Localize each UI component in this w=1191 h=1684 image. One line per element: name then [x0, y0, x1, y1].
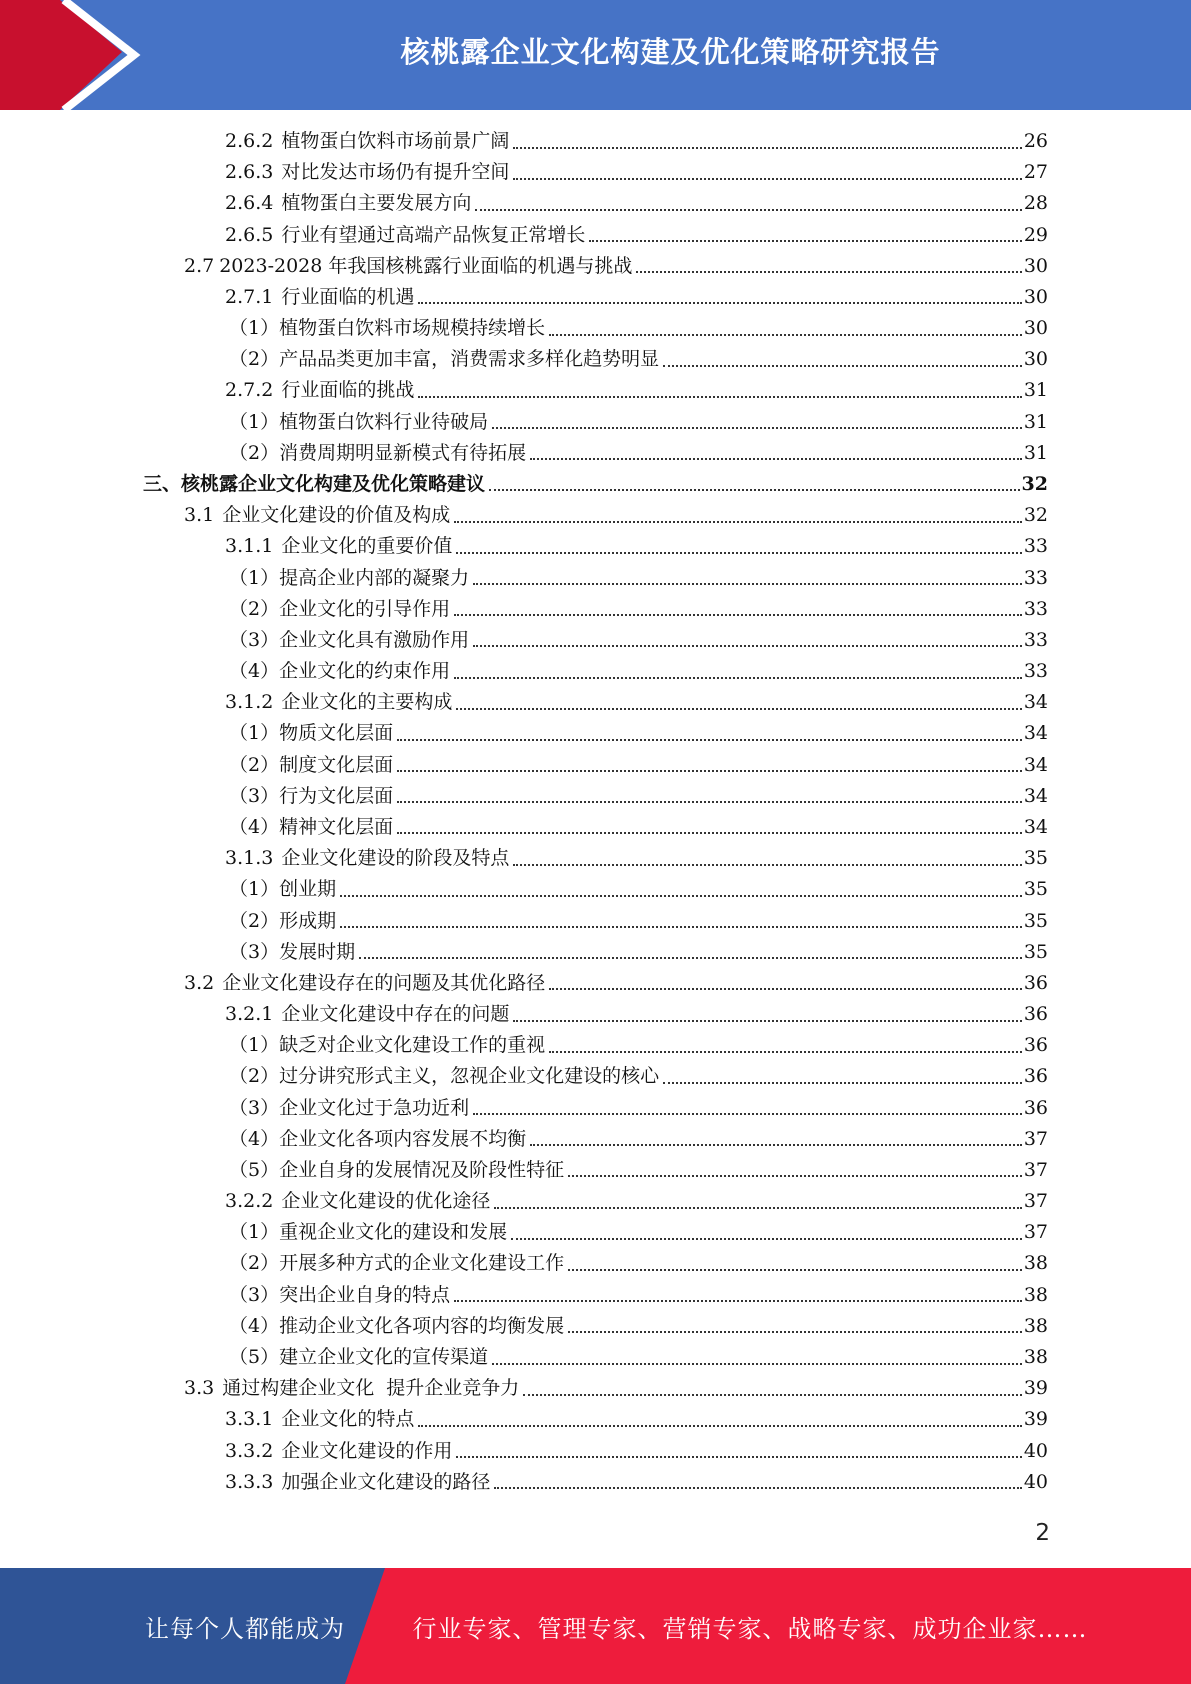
toc-entry[interactable]: [225, 375, 1048, 406]
toc-dot-leader: [454, 521, 1022, 523]
toc-dot-leader: [549, 334, 1022, 336]
toc-entry[interactable]: [229, 812, 1048, 843]
toc-entry-label: [229, 781, 393, 812]
toc-page-number: 38: [1023, 1252, 1048, 1275]
toc-entry[interactable]: [229, 1248, 1048, 1279]
toc-entry-number: （3）: [229, 784, 280, 807]
toc-dot-leader: [530, 1144, 1022, 1146]
toc-entry-number: 3.2: [184, 971, 215, 994]
toc-dot-leader: [456, 552, 1021, 554]
toc-entry-text: 企业文化建设存在的问题及其优化路径: [222, 971, 546, 994]
toc-entry[interactable]: [229, 874, 1048, 905]
toc-entry-label: [229, 1248, 564, 1279]
toc-page-number: 26: [1023, 130, 1048, 152]
toc-page-number: 33: [1023, 597, 1048, 620]
toc-entry-label: [229, 1093, 469, 1124]
toc-page-number: 34: [1023, 722, 1048, 745]
toc-entry-label: [229, 750, 393, 781]
toc-entry[interactable]: [229, 1061, 1048, 1092]
toc-entry-text: 2023-2028 年我国核桃露行业面临的机遇与挑战: [219, 254, 633, 277]
toc-dot-leader: [549, 988, 1022, 990]
toc-entry-label: [184, 251, 632, 282]
toc-page-number: 37: [1023, 1158, 1048, 1181]
toc-entry-text: 行业有望通过高端产品恢复正常增长: [281, 223, 586, 246]
toc-entry-label: [229, 1155, 564, 1186]
toc-entry[interactable]: [229, 1311, 1048, 1342]
toc-dot-leader: [418, 302, 1021, 304]
toc-page-number: 36: [1023, 1034, 1048, 1057]
toc-page-number: 36: [1023, 1003, 1048, 1026]
toc-entry-number: （2）: [229, 1065, 280, 1088]
toc-entry-text: 企业文化过于急功近利: [279, 1096, 470, 1119]
toc-entry-text: 制度文化层面: [279, 753, 394, 776]
toc-entry[interactable]: [229, 750, 1048, 781]
toc-entry-number: （4）: [229, 1314, 280, 1337]
toc-page-number: 30: [1023, 285, 1048, 308]
toc-dot-leader: [568, 1331, 1022, 1333]
toc-entry-label: [229, 812, 393, 843]
toc-dot-leader: [418, 1425, 1021, 1427]
toc-page-number: 30: [1023, 348, 1048, 371]
toc-entry-text: 企业文化的引导作用: [279, 597, 451, 620]
toc-entry-text: 植物蛋白主要发展方向: [281, 192, 472, 215]
toc-entry-number: （4）: [229, 660, 280, 683]
toc-page-number: 30: [1023, 254, 1048, 277]
toc-entry-number: （2）: [229, 441, 280, 464]
toc-dot-leader: [494, 1487, 1021, 1489]
toc-page-number: 30: [1023, 317, 1048, 340]
toc-entry-label: [225, 1436, 452, 1467]
toc-entry-label: [184, 1373, 519, 1404]
toc-dot-leader: [513, 864, 1021, 866]
toc-entry-number: （1）: [229, 566, 280, 589]
toc-entry-label: [229, 906, 336, 937]
toc-entry[interactable]: [225, 188, 1048, 219]
toc-dot-leader: [511, 1238, 1022, 1240]
toc-entry-number: 3.3.2: [225, 1439, 274, 1462]
toc-entry-label: [229, 1342, 488, 1373]
toc-entry[interactable]: [225, 1436, 1048, 1467]
toc-page-number: 34: [1023, 784, 1048, 807]
toc-entry-text: 加强企业文化建设的路径: [281, 1470, 491, 1493]
toc-page-number: 35: [1023, 940, 1048, 963]
toc-entry-number: 3.1: [184, 504, 215, 527]
toc-entry[interactable]: [229, 344, 1048, 375]
toc-dot-leader: [418, 396, 1021, 398]
toc-dot-leader: [523, 1394, 1022, 1396]
toc-entry-text: 缺乏对企业文化建设工作的重视: [279, 1034, 546, 1057]
toc-entry-number: （2）: [229, 348, 280, 371]
toc-entry-text: 突出企业自身的特点: [279, 1283, 451, 1306]
toc-entry[interactable]: [225, 843, 1048, 874]
toc-entry-label: [143, 469, 485, 500]
toc-dot-leader: [456, 708, 1021, 710]
toc-entry-text: 植物蛋白饮料市场前景广阔: [281, 130, 510, 152]
toc-page-number: 37: [1023, 1190, 1048, 1213]
toc-entry-number: 2.6.2: [225, 130, 274, 152]
toc-entry-number: 2.6.3: [225, 161, 274, 184]
toc-page-number: 28: [1023, 192, 1048, 215]
toc-dot-leader: [489, 489, 1020, 491]
toc-entry-label: [225, 1404, 414, 1435]
toc-entry-text: 企业文化建设的优化途径: [281, 1190, 491, 1213]
toc-entry-text: 行业面临的机遇: [281, 285, 415, 308]
toc-dot-leader: [359, 957, 1022, 959]
toc-entry-label: [225, 999, 509, 1030]
toc-dot-leader: [454, 1300, 1022, 1302]
toc-page-number: 38: [1023, 1346, 1048, 1369]
toc-entry-number: 2.7: [184, 254, 215, 277]
toc-entry-text: 消费周期明显新模式有待拓展: [279, 441, 527, 464]
toc-entry-number: （1）: [229, 410, 280, 433]
toc-dot-leader: [513, 147, 1021, 149]
toc-entry-text: 发展时期: [279, 940, 356, 963]
toc-entry[interactable]: [225, 1404, 1048, 1435]
toc-entry-label: [225, 531, 452, 562]
toc-dot-leader: [513, 178, 1021, 180]
toc-page-number: 31: [1023, 441, 1048, 464]
toc-entry-number: （3）: [229, 1283, 280, 1306]
toc-entry[interactable]: [229, 625, 1048, 656]
toc-entry-number: （1）: [229, 1221, 280, 1244]
toc-entry[interactable]: [229, 563, 1048, 594]
toc-page-number: 36: [1023, 971, 1048, 994]
toc-dot-leader: [454, 614, 1022, 616]
footer-slogan-right: 行业专家、管理专家、营销专家、战略专家、成功企业家……: [412, 1614, 1088, 1643]
toc-entry-text: 企业文化建设中存在的问题: [281, 1003, 510, 1026]
toc-entry-text: 对比发达市场仍有提升空间: [281, 161, 510, 184]
toc-page-number: 31: [1023, 410, 1048, 433]
toc-page-number: 34: [1023, 691, 1048, 714]
toc-entry-label: [229, 1217, 507, 1248]
toc-page-number: 36: [1023, 1065, 1048, 1088]
toc-entry-number: （2）: [229, 753, 280, 776]
toc-page-number: 37: [1023, 1127, 1048, 1150]
toc-page-number: 34: [1023, 753, 1048, 776]
toc-entry[interactable]: [225, 531, 1048, 562]
toc-entry-text: 企业文化建设的作用: [281, 1439, 453, 1462]
toc-entry-text: 行为文化层面: [279, 784, 394, 807]
toc-entry-text: 企业文化各项内容发展不均衡: [279, 1127, 527, 1150]
toc-entry[interactable]: [225, 282, 1048, 313]
toc-entry[interactable]: [229, 1280, 1048, 1311]
toc-entry-text: 企业文化的特点: [281, 1408, 415, 1431]
toc-entry-text: 植物蛋白饮料行业待破局: [279, 410, 489, 433]
toc-page-number: 36: [1023, 1096, 1048, 1119]
toc-entry-number: 2.6.5: [225, 223, 274, 246]
toc-entry-number: （3）: [229, 1096, 280, 1119]
toc-page-number: 32: [1021, 472, 1048, 495]
toc-entry-number: （4）: [229, 815, 280, 838]
toc-entry-label: [225, 375, 414, 406]
toc-page-number: 29: [1023, 223, 1048, 246]
toc-entry-number: 3.3: [184, 1377, 215, 1400]
toc-entry-text: 企业文化建设的价值及构成: [222, 504, 451, 527]
page-number: 2: [1035, 1520, 1050, 1546]
toc-entry-label: [229, 438, 526, 469]
toc-page-number: 35: [1023, 878, 1048, 901]
toc-entry-label: [229, 656, 450, 687]
toc-entry[interactable]: [184, 968, 1048, 999]
page-header: [0, 0, 1191, 110]
toc-dot-leader: [397, 739, 1022, 741]
toc-entry-number: （1）: [229, 878, 280, 901]
toc-entry-text: 企业文化具有激励作用: [279, 628, 470, 651]
toc-entry[interactable]: [225, 999, 1048, 1030]
toc-entry-label: [225, 126, 509, 157]
document-title: 核桃露企业文化构建及优化策略研究报告: [400, 34, 941, 69]
header-arrow-decoration: [0, 0, 160, 110]
toc-entry-text: 通过构建企业文化 提升企业竞争力: [222, 1377, 520, 1400]
toc-entry-number: 2.7.1: [225, 285, 274, 308]
toc-entry-text: 物质文化层面: [279, 722, 394, 745]
toc-page-number: 37: [1023, 1221, 1048, 1244]
toc-entry-text: 行业面临的挑战: [281, 379, 415, 402]
toc-entry-label: [229, 1280, 450, 1311]
toc-dot-leader: [473, 1113, 1022, 1115]
toc-entry[interactable]: [229, 1342, 1048, 1373]
toc-page-number: 35: [1023, 909, 1048, 932]
toc-entry-label: [184, 500, 450, 531]
toc-entry-number: （2）: [229, 597, 280, 620]
toc-entry-label: [229, 1124, 526, 1155]
toc-entry-label: [229, 313, 545, 344]
toc-entry-label: [229, 1311, 564, 1342]
toc-entry-text: 企业文化的重要价值: [281, 535, 453, 558]
toc-entry-number: 3.2.2: [225, 1190, 274, 1213]
toc-entry-number: （5）: [229, 1346, 280, 1369]
toc-dot-leader: [663, 365, 1022, 367]
toc-page-number: 33: [1023, 628, 1048, 651]
toc-entry-text: 植物蛋白饮料市场规模持续增长: [279, 317, 546, 340]
toc-entry[interactable]: [225, 1467, 1048, 1498]
page-footer: [0, 1568, 1191, 1684]
toc-page-number: 33: [1023, 535, 1048, 558]
toc-entry-label: [225, 188, 471, 219]
toc-dot-leader: [473, 583, 1022, 585]
toc-entry[interactable]: [229, 1030, 1048, 1061]
toc-entry-text: 推动企业文化各项内容的均衡发展: [279, 1314, 565, 1337]
toc-page-number: 39: [1023, 1408, 1048, 1431]
toc-entry[interactable]: [143, 469, 1048, 500]
toc-entry-text: 提高企业内部的凝聚力: [279, 566, 470, 589]
toc-entry-number: 3.3.3: [225, 1470, 274, 1493]
toc-entry[interactable]: [225, 1186, 1048, 1217]
toc-entry[interactable]: [229, 906, 1048, 937]
toc-entry-label: [229, 1030, 545, 1061]
toc-page-number: 39: [1023, 1377, 1048, 1400]
toc-dot-leader: [340, 895, 1022, 897]
toc-entry-number: 3.1.3: [225, 847, 274, 870]
toc-entry-label: [225, 843, 509, 874]
toc-entry-label: [229, 874, 336, 905]
toc-page-number: 40: [1023, 1439, 1048, 1462]
toc-dot-leader: [492, 427, 1022, 429]
toc-entry-number: （4）: [229, 1127, 280, 1150]
footer-slogan-left: 让每个人都能成为: [145, 1614, 345, 1643]
toc-entry[interactable]: [225, 687, 1048, 718]
toc-entry[interactable]: [184, 500, 1048, 531]
toc-entry-number: 三、: [143, 472, 182, 495]
toc-page-number: 27: [1023, 161, 1048, 184]
toc-entry-text: 重视企业文化的建设和发展: [279, 1221, 508, 1244]
toc-page-number: 33: [1023, 566, 1048, 589]
toc-entry[interactable]: [229, 656, 1048, 687]
toc-entry-text: 核桃露企业文化构建及优化策略建议: [181, 472, 486, 495]
toc-entry-number: 3.3.1: [225, 1408, 274, 1431]
toc-page-number: 38: [1023, 1283, 1048, 1306]
toc-entry[interactable]: [229, 407, 1048, 438]
toc-entry-label: [229, 407, 488, 438]
toc-dot-leader: [397, 801, 1022, 803]
toc-entry[interactable]: [225, 157, 1048, 188]
toc-entry-text: 企业文化的约束作用: [279, 660, 451, 683]
toc-entry-label: [225, 687, 452, 718]
toc-dot-leader: [494, 1207, 1021, 1209]
toc-entry-number: （1）: [229, 722, 280, 745]
toc-entry-text: 企业文化的主要构成: [281, 691, 453, 714]
toc-entry-number: 2.7.2: [225, 379, 274, 402]
toc-entry-number: （3）: [229, 940, 280, 963]
toc-entry[interactable]: [184, 1373, 1048, 1404]
toc-entry-number: （2）: [229, 1252, 280, 1275]
toc-entry-label: [229, 563, 469, 594]
toc-entry-text: 创业期: [279, 878, 337, 901]
toc-dot-leader: [475, 209, 1021, 211]
toc-entry-label: [225, 282, 414, 313]
toc-dot-leader: [454, 677, 1022, 679]
toc-dot-leader: [456, 1456, 1021, 1458]
toc-page-number: 40: [1023, 1470, 1048, 1493]
toc-entry-text: 企业文化建设的阶段及特点: [281, 847, 510, 870]
toc-page-number: 38: [1023, 1314, 1048, 1337]
toc-entry-label: [225, 1186, 490, 1217]
toc-entry[interactable]: [229, 1155, 1048, 1186]
toc-entry[interactable]: [229, 1093, 1048, 1124]
toc-entry-label: [229, 625, 469, 656]
toc-entry-label: [229, 718, 393, 749]
toc-entry[interactable]: [229, 594, 1048, 625]
toc-entry-number: 3.1.1: [225, 535, 274, 558]
toc-entry-number: （1）: [229, 317, 280, 340]
toc-page-number: 33: [1023, 660, 1048, 683]
toc-entry-label: [184, 968, 545, 999]
toc-entry[interactable]: [229, 1124, 1048, 1155]
toc-entry-label: [225, 220, 585, 251]
toc-dot-leader: [397, 832, 1022, 834]
toc-dot-leader: [397, 770, 1022, 772]
toc-entry-label: [229, 344, 659, 375]
toc-entry-text: 开展多种方式的企业文化建设工作: [279, 1252, 565, 1275]
toc-entry-number: （1）: [229, 1034, 280, 1057]
toc-entry-text: 产品品类更加丰富，消费需求多样化趋势明显: [279, 348, 660, 371]
toc-page-number: 32: [1023, 504, 1048, 527]
toc-entry-number: 3.1.2: [225, 691, 274, 714]
toc-entry[interactable]: [184, 251, 1048, 282]
toc-dot-leader: [568, 1269, 1022, 1271]
toc-page-number: 34: [1023, 815, 1048, 838]
toc-dot-leader: [636, 271, 1021, 273]
toc-dot-leader: [663, 1082, 1022, 1084]
toc-entry-label: [229, 1061, 659, 1092]
toc-entry[interactable]: [229, 937, 1048, 968]
toc-entry-label: [225, 1467, 490, 1498]
toc-entry[interactable]: [229, 438, 1048, 469]
toc-entry-text: 形成期: [279, 909, 337, 932]
toc-entry[interactable]: [229, 313, 1048, 344]
toc-dot-leader: [549, 1051, 1022, 1053]
toc-dot-leader: [530, 458, 1022, 460]
toc-entry-text: 企业自身的发展情况及阶段性特征: [279, 1158, 565, 1181]
toc-entry-label: [229, 594, 450, 625]
toc-entry-number: （2）: [229, 909, 280, 932]
toc-entry-number: 2.6.4: [225, 192, 274, 215]
toc-dot-leader: [492, 1363, 1022, 1365]
toc-entry[interactable]: [229, 1217, 1048, 1248]
toc-dot-leader: [568, 1175, 1022, 1177]
toc-entry[interactable]: [225, 126, 1048, 157]
toc-entry[interactable]: [225, 220, 1048, 251]
toc-dot-leader: [589, 240, 1021, 242]
toc-entry-label: [225, 157, 509, 188]
toc-entry-number: （3）: [229, 628, 280, 651]
toc-entry-label: [229, 937, 355, 968]
toc-page-number: 35: [1023, 847, 1048, 870]
toc-entry-number: （5）: [229, 1158, 280, 1181]
toc-entry-text: 精神文化层面: [279, 815, 394, 838]
toc-entry[interactable]: [229, 781, 1048, 812]
toc-entry-number: 3.2.1: [225, 1003, 274, 1026]
toc-dot-leader: [340, 926, 1022, 928]
toc-entry-text: 建立企业文化的宣传渠道: [279, 1346, 489, 1369]
toc-page-number: 31: [1023, 379, 1048, 402]
toc-entry[interactable]: [229, 718, 1048, 749]
toc-entry-text: 过分讲究形式主义，忽视企业文化建设的核心: [279, 1065, 660, 1088]
toc-dot-leader: [473, 645, 1022, 647]
toc-dot-leader: [513, 1020, 1021, 1022]
